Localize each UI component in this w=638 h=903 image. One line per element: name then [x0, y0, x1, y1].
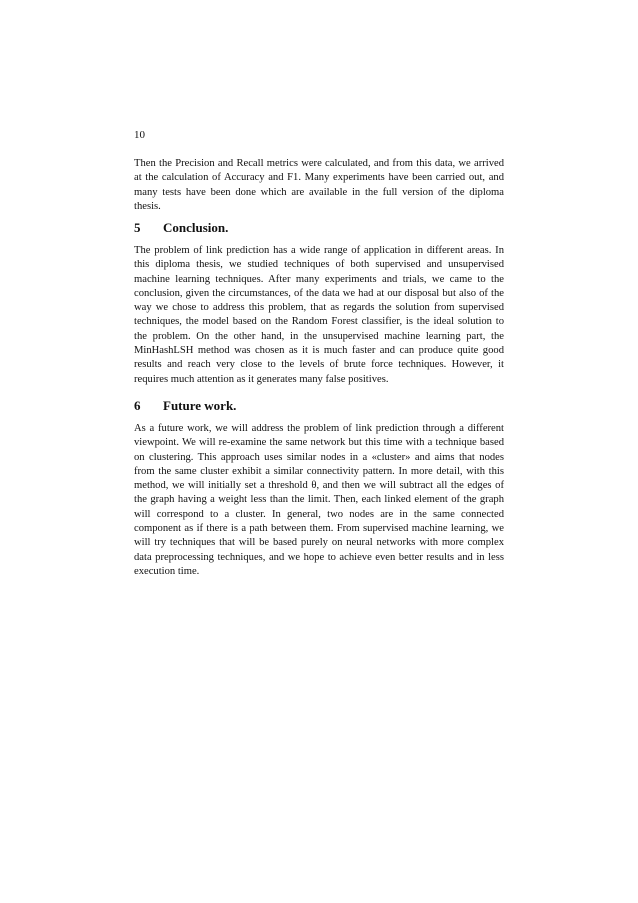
section-title: Conclusion. [163, 220, 229, 235]
conclusion-paragraph: The problem of link prediction has a wide range of application in different areas. In this diploma thesis, we studied techniques of both supervised and unsupervised machine learning techniques. After many experiments and trials, we came to the conclusion, given the circumstances, of the data we had at our disposal but also of the way we chose to address this problem, that as regards the solution from supervised techniques, the model based on the Random Forest classifier, is the ideal solution to the problem. On the other hand, in the unsupervised machine learning part, the MinHashLSH method was chosen as it is much faster and can produce quite good results and reach very close to the levels of brute force techniques. However, it requires much attention as it generates many false positives. [134, 245, 504, 385]
section-heading-conclusion [134, 220, 228, 236]
section-heading-future-work [134, 398, 236, 414]
future-work-paragraph: As a future work, we will address the problem of link prediction through a different viewpoint. We will re-examine the same network but this time with a technique based on clustering. This approach uses similar nodes in a «cluster» and aims that nodes from the same cluster exhibit a similar connectivity pattern. In more detail, with this method, we will initially set a threshold θ, and then we will subtract all the edges of the graph having a weight less than the limit. Then, each linked element of the graph will correspond to a cluster. In general, two nodes are in the same connected component as if there is a path between them. From supervised machine learning, we will try techniques that will be based purely on neural networks with more complex data preprocessing techniques, and we hope to achieve even better results and in less execution time. [134, 423, 504, 577]
section-number: 6 [134, 398, 141, 413]
section-title: Future work. [163, 398, 237, 413]
intro-paragraph: Then the Precision and Recall metrics were calculated, and from this data, we arrived at the calculation of Accuracy and F1. Many experiments have been carried out, and many tests have been done which are available in the full version of the diploma thesis. [134, 158, 504, 212]
page-number: 10 [134, 129, 145, 141]
section-number: 5 [134, 220, 141, 235]
